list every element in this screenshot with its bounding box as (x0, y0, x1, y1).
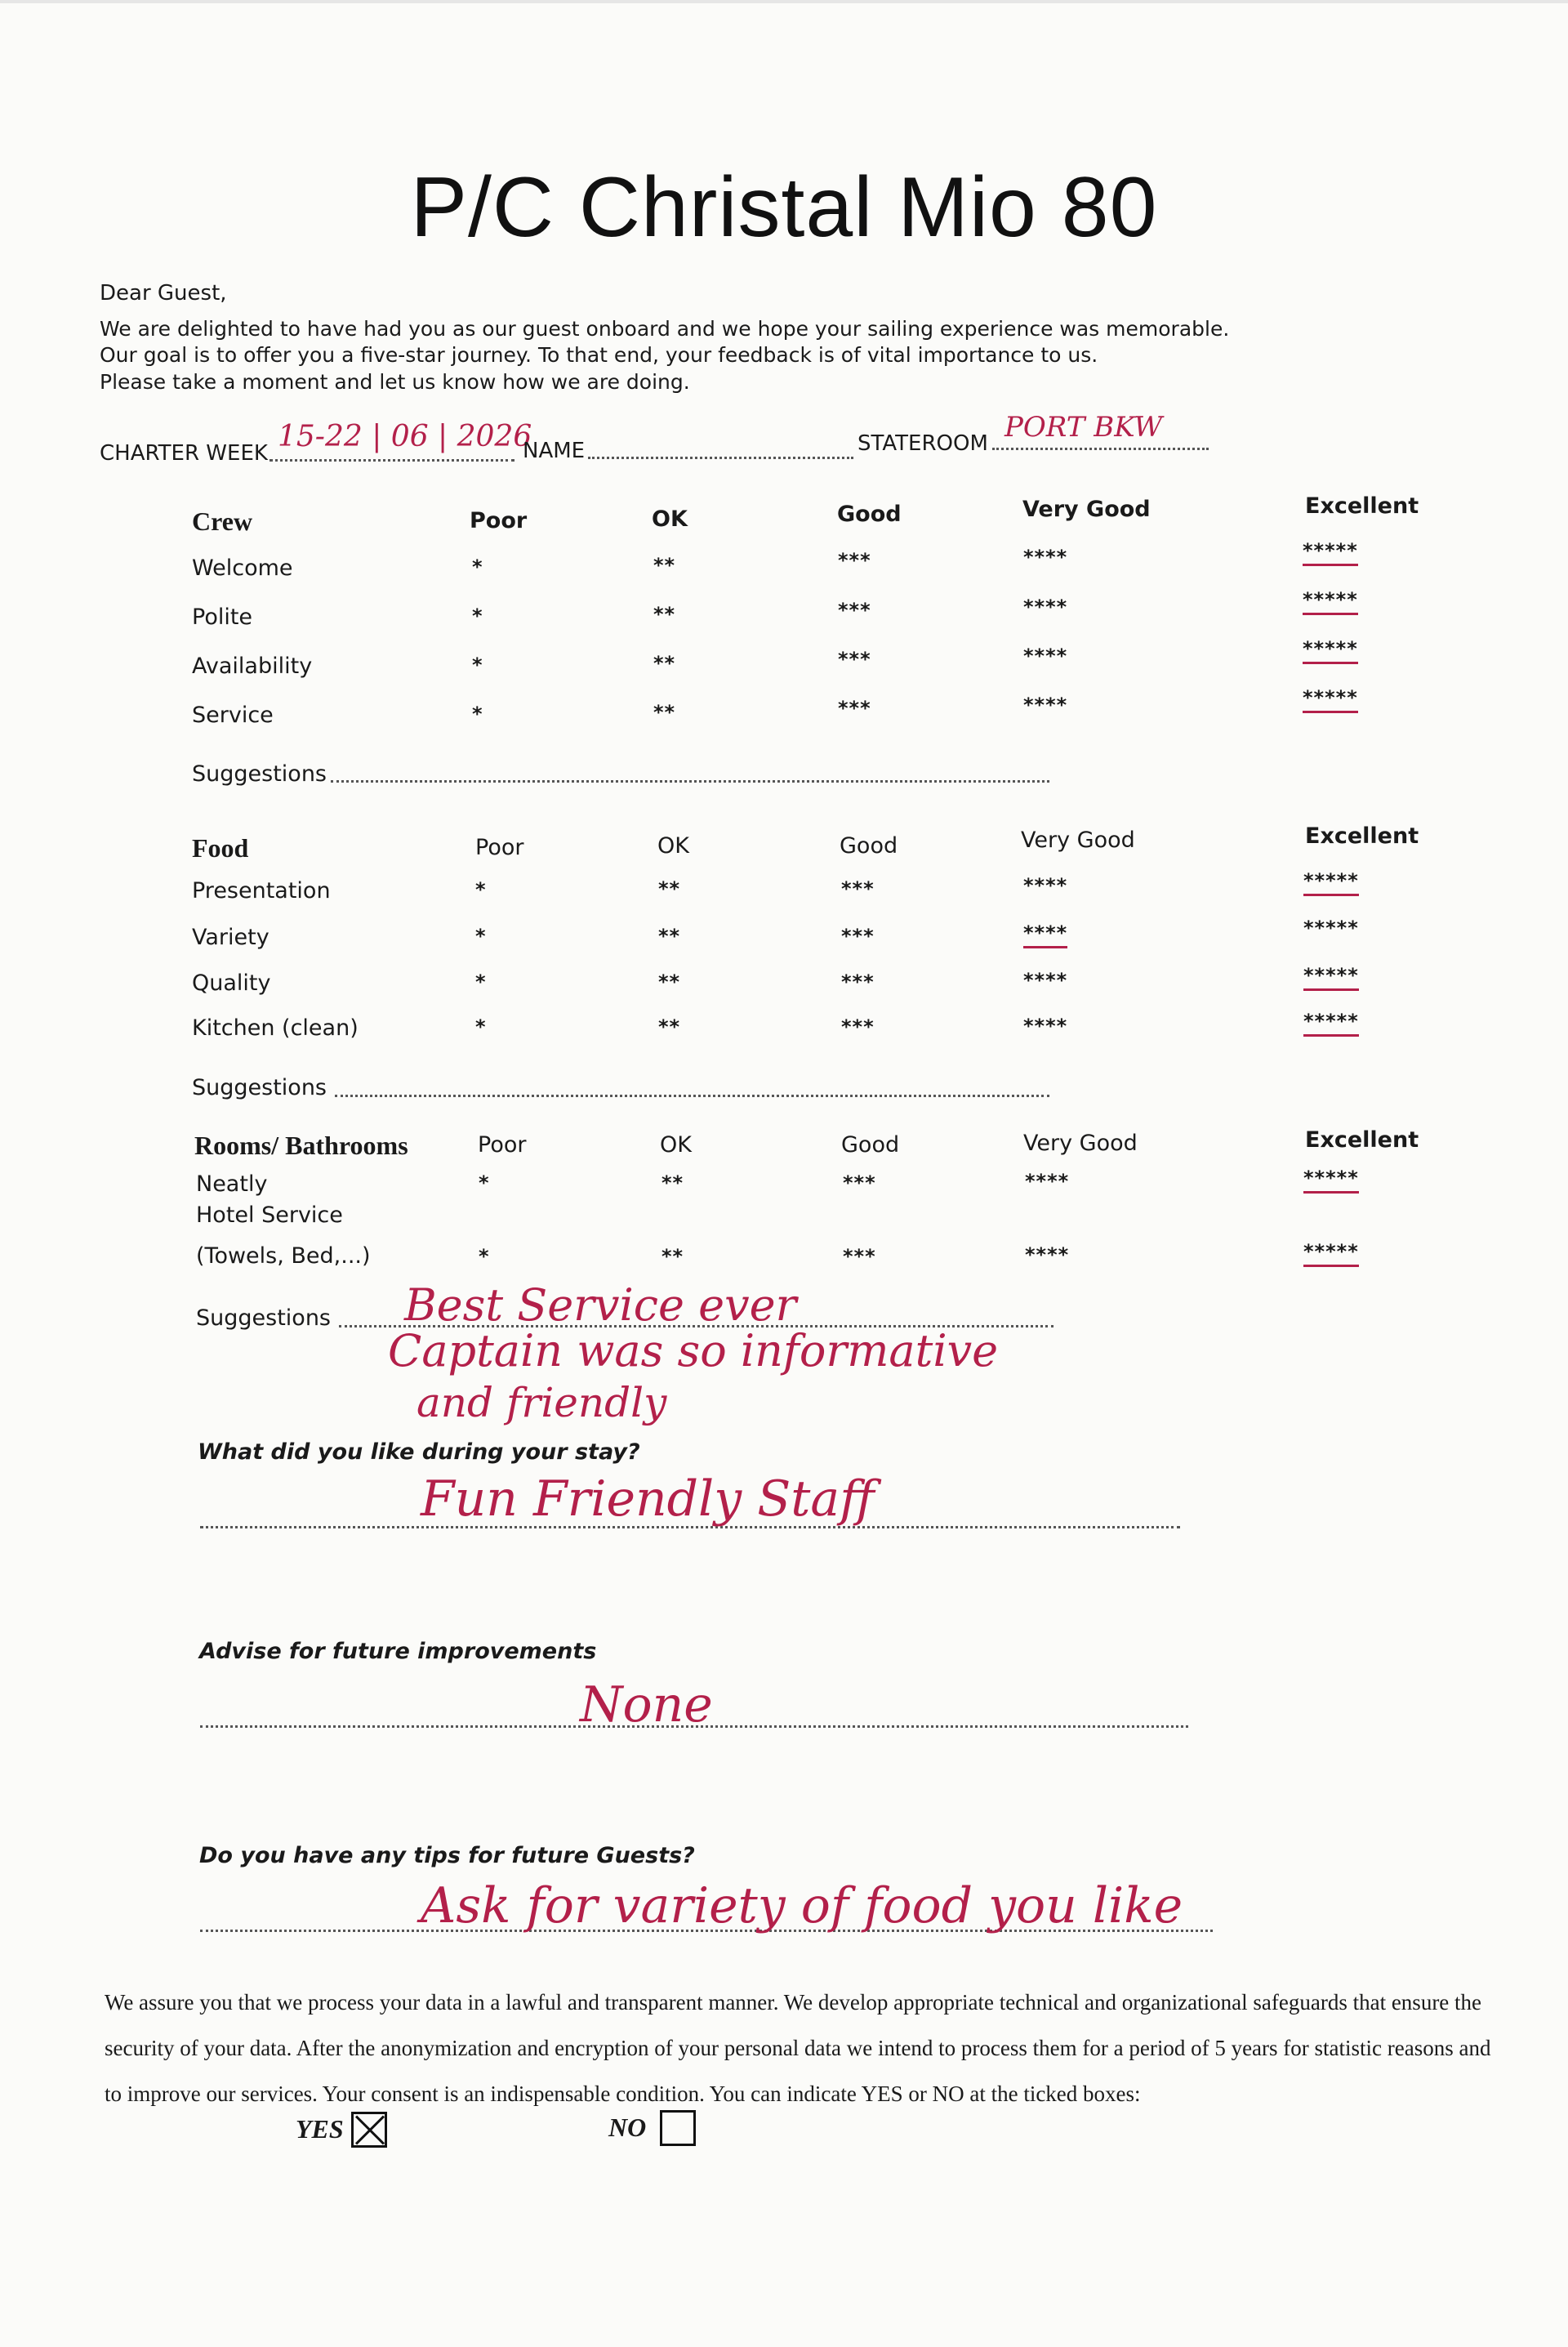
rating-presentation-3[interactable]: *** (841, 877, 875, 900)
row-label-variety: Variety (192, 925, 270, 950)
intro-line-1: We are delighted to have had you as our guest onboard and we hope your sailing experience was memorable. (100, 317, 1230, 341)
rating-variety-1[interactable]: * (475, 925, 487, 948)
col-good-food: Good (840, 833, 898, 859)
col-good: Good (837, 502, 902, 527)
rating-neatly-4[interactable]: **** (1025, 1170, 1070, 1193)
form-title: P/C Christal Mio 80 (410, 160, 1158, 255)
rating-polite-5[interactable]: ***** (1303, 588, 1358, 615)
answer-tips: Ask for variety of food you like (421, 1877, 1183, 1934)
row-label-availability: Availability (192, 654, 313, 679)
rating-variety-4[interactable]: **** (1023, 921, 1067, 948)
rating-hotel-1[interactable]: * (479, 1245, 490, 1268)
stateroom-label: STATEROOM (858, 431, 988, 456)
row-label-polite: Polite (192, 605, 253, 630)
rating-presentation-1[interactable]: * (475, 878, 487, 901)
rating-welcome-2[interactable]: ** (653, 554, 676, 577)
rating-availability-1[interactable]: * (472, 654, 483, 676)
scan-edge (0, 0, 1568, 3)
col-very-good-food: Very Good (1021, 828, 1135, 853)
answer-improvements: None (580, 1676, 713, 1733)
rating-presentation-5[interactable]: ***** (1303, 869, 1359, 896)
col-excellent-rooms: Excellent (1305, 1127, 1419, 1153)
rating-hotel-5[interactable]: ***** (1303, 1240, 1359, 1267)
rating-quality-2[interactable]: ** (658, 970, 681, 993)
rating-welcome-1[interactable]: * (472, 556, 483, 578)
rating-welcome-3[interactable]: *** (838, 549, 871, 572)
rating-availability-4[interactable]: **** (1023, 645, 1068, 667)
rating-availability-5[interactable]: ***** (1303, 637, 1358, 664)
rating-service-4[interactable]: **** (1023, 694, 1068, 716)
question-improvements: Advise for future improvements (199, 1639, 597, 1664)
rating-hotel-3[interactable]: *** (843, 1245, 876, 1268)
col-ok-food: OK (657, 833, 689, 859)
stateroom-value[interactable]: PORT BKW (1004, 411, 1163, 444)
no-checkbox[interactable] (660, 2110, 696, 2146)
rating-kitchen-5[interactable]: ***** (1303, 1010, 1359, 1037)
section-title-food: Food (192, 833, 249, 863)
rating-polite-3[interactable]: *** (838, 599, 871, 622)
food-suggestions-line[interactable] (335, 1095, 1049, 1097)
rooms-suggestion-line-1: Best Service ever (404, 1279, 797, 1331)
crew-suggestions-label: Suggestions (192, 761, 327, 787)
col-very-good: Very Good (1022, 497, 1151, 522)
question-liked: What did you like during your stay? (198, 1439, 640, 1465)
rooms-suggestion-line-2: Captain was so informative (388, 1325, 999, 1377)
rating-quality-1[interactable]: * (475, 970, 487, 993)
rating-quality-4[interactable]: **** (1023, 969, 1068, 992)
col-excellent: Excellent (1305, 493, 1419, 519)
row-label-quality: Quality (192, 970, 271, 996)
greeting: Dear Guest, (100, 281, 227, 306)
charter-week-label: CHARTER WEEK (100, 441, 268, 466)
col-poor-rooms: Poor (478, 1132, 527, 1158)
rating-polite-1[interactable]: * (472, 605, 483, 627)
rating-availability-3[interactable]: *** (838, 648, 871, 671)
rating-quality-3[interactable]: *** (841, 970, 875, 993)
rating-hotel-4[interactable]: **** (1025, 1243, 1070, 1266)
yes-label: YES (296, 2114, 344, 2144)
rating-variety-2[interactable]: ** (658, 925, 681, 948)
col-poor: Poor (470, 508, 528, 533)
rating-welcome-5[interactable]: ***** (1303, 539, 1358, 566)
rating-presentation-2[interactable]: ** (658, 877, 681, 900)
row-label-hotel-service: Hotel Service (196, 1203, 343, 1228)
legal-text: We assure you that we process your data in a lawful and transparent manner. We develop appropriate technical and organizational safeguards that ensure the security of your data. After the anonymization and encryption of your personal data we intend to process them for a period of 5 years for statistic reasons and to improve our services. Your consent is an indispensable condition. You can indicate YES or NO at the ticked boxes: (105, 1990, 1491, 2106)
question-tips: Do you have any tips for future Guests? (199, 1843, 695, 1868)
row-label-neatly: Neatly (196, 1171, 268, 1197)
section-title-rooms: Rooms/ Bathrooms (194, 1131, 408, 1160)
rooms-suggestion-line-3: and friendly (416, 1379, 667, 1426)
row-label-kitchen: Kitchen (clean) (192, 1015, 359, 1041)
rating-kitchen-1[interactable]: * (475, 1015, 487, 1038)
rating-variety-5[interactable]: ***** (1303, 917, 1359, 939)
yes-checkbox[interactable] (351, 2112, 387, 2148)
row-label-presentation: Presentation (192, 878, 331, 904)
intro-line-2: Our goal is to offer you a five-star journey. To that end, your feedback is of vital importance to us. (100, 343, 1098, 367)
col-good-rooms: Good (841, 1132, 900, 1158)
col-ok-rooms: OK (660, 1132, 692, 1158)
col-excellent-food: Excellent (1305, 823, 1419, 849)
rating-service-5[interactable]: ***** (1303, 686, 1358, 713)
col-ok: OK (652, 506, 688, 532)
rating-availability-2[interactable]: ** (653, 652, 676, 675)
rating-hotel-2[interactable]: ** (662, 1245, 684, 1268)
rating-presentation-4[interactable]: **** (1023, 874, 1068, 897)
col-very-good-rooms: Very Good (1023, 1131, 1138, 1156)
rating-service-3[interactable]: *** (838, 697, 871, 720)
row-label-towels-bed: (Towels, Bed,...) (196, 1243, 371, 1269)
name-label: NAME (523, 439, 586, 463)
stateroom-line (992, 448, 1209, 450)
answer-liked: Fun Friendly Staff (421, 1470, 875, 1528)
rating-neatly-5[interactable]: ***** (1303, 1167, 1359, 1194)
charter-week-line (270, 459, 514, 462)
row-label-welcome: Welcome (192, 556, 293, 581)
charter-week-value[interactable]: 15-22 | 06 | 2026 (278, 420, 532, 453)
rating-kitchen-3[interactable]: *** (841, 1015, 875, 1038)
rating-service-2[interactable]: ** (653, 701, 676, 724)
rating-polite-4[interactable]: **** (1023, 596, 1068, 618)
name-line[interactable] (588, 457, 853, 459)
rooms-suggestions-label: Suggestions (196, 1305, 331, 1331)
rating-neatly-2[interactable]: ** (662, 1171, 684, 1194)
intro-line-3: Please take a moment and let us know how we are doing. (100, 370, 690, 394)
crew-suggestions-line[interactable] (331, 780, 1049, 783)
no-label: NO (608, 2113, 647, 2142)
rating-service-1[interactable]: * (472, 703, 483, 725)
rating-welcome-4[interactable]: **** (1023, 546, 1068, 569)
rating-neatly-3[interactable]: *** (843, 1171, 876, 1194)
col-poor-food: Poor (475, 835, 524, 860)
food-suggestions-label: Suggestions (192, 1075, 327, 1100)
rating-kitchen-4[interactable]: **** (1023, 1015, 1068, 1037)
rating-neatly-1[interactable]: * (479, 1171, 490, 1194)
rating-variety-3[interactable]: *** (841, 925, 875, 948)
rating-polite-2[interactable]: ** (653, 603, 676, 626)
rating-quality-5[interactable]: ***** (1303, 964, 1359, 991)
section-title-crew: Crew (192, 506, 253, 536)
row-label-service: Service (192, 703, 274, 728)
rating-kitchen-2[interactable]: ** (658, 1015, 681, 1038)
